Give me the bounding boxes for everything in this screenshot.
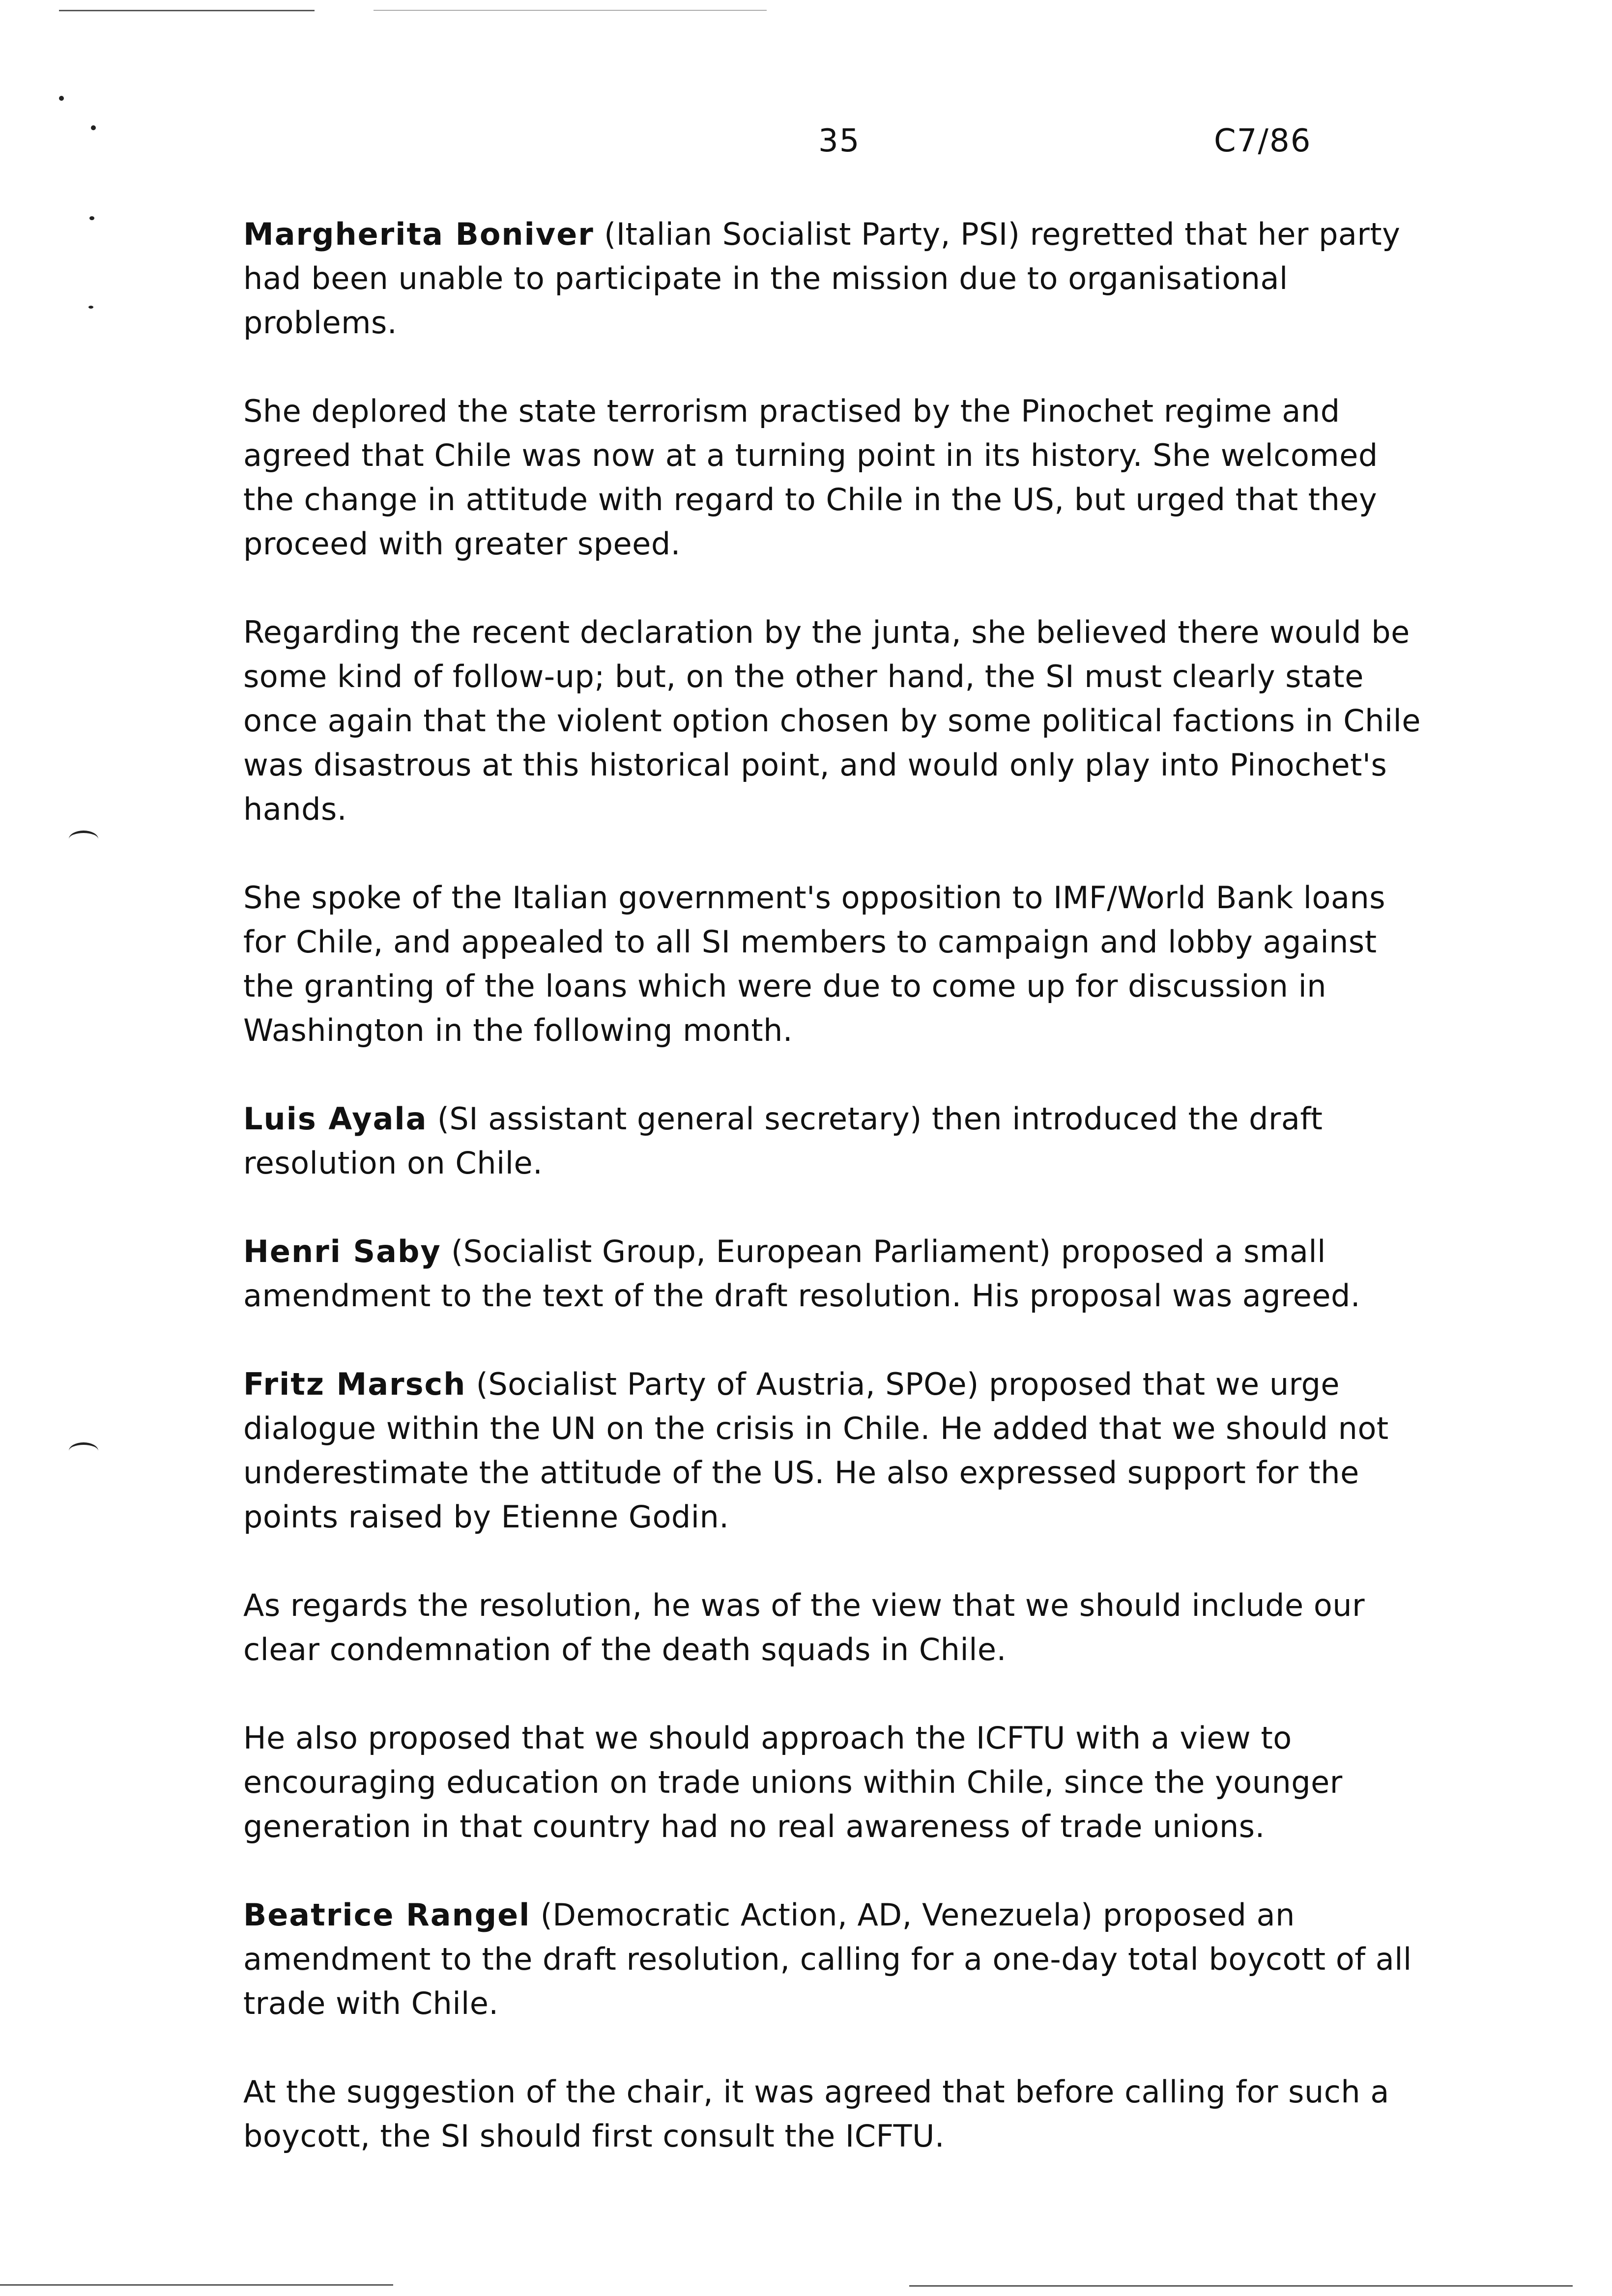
speaker-name: Luis Ayala [243, 1101, 428, 1137]
speaker-name: Beatrice Rangel [243, 1897, 531, 1933]
paragraph-text: At the suggestion of the chair, it was agreed that before calling for such a boycott, the SI should first consult the ICFTU. [243, 2074, 1389, 2154]
paragraph-text: (Socialist Party of Austria, SPOe) proposed that we urge dialogue within the UN on the crisis in Chile. He added that we should not underestimate the attitude of the US. He also expressed support for the points raised by Etienne Godin. [243, 1366, 1389, 1535]
margin-dot [59, 96, 64, 101]
paragraph-saby [243, 1230, 1433, 1318]
paragraph [243, 1716, 1433, 1849]
paragraph-text: Regarding the recent declaration by the junta, she believed there would be some kind of follow-up; but, on the other hand, the SI must clearly state once again that the violent option chosen by some political factions in Chile was disastrous at this historical point, and would only play into Pinochet's hands. [243, 614, 1421, 827]
paragraph-text: (Italian Socialist Party, PSI) regretted that her party had been unable to participate in the mission due to organisational problems. [243, 216, 1401, 341]
paragraph-text: He also proposed that we should approach the ICFTU with a view to encouraging education on trade unions within Chile, since the younger generation in that country had no real awareness of trade unions. [243, 1720, 1343, 1844]
speaker-name: Fritz Marsch [243, 1366, 466, 1402]
margin-dot [89, 216, 94, 220]
bottom-scan-edge [0, 2284, 393, 2286]
document-body [243, 212, 1433, 2203]
paragraph-text: She spoke of the Italian government's opposition to IMF/World Bank loans for Chile, and appealed to all SI members to campaign and lobby against the granting of the loans which were due to come up for discussion in Washington in the following month. [243, 880, 1386, 1048]
paragraph-text: (Socialist Group, European Parliament) proposed a small amendment to the text of the draft resolution. His proposal was agreed. [243, 1234, 1361, 1314]
top-scan-edge-faint [374, 10, 767, 11]
paragraph-marsch [243, 1362, 1433, 1539]
page-number: 35 [818, 123, 861, 159]
paragraph-boniver-intro [243, 212, 1433, 345]
paragraph-text: (SI assistant general secretary) then introduced the draft resolution on Chile. [243, 1101, 1323, 1181]
paragraph-ayala [243, 1097, 1433, 1185]
paragraph-text: (Democratic Action, AD, Venezuela) proposed an amendment to the draft resolution, calling for a one-day total boycott of all trade with Chile. [243, 1897, 1412, 2021]
paragraph [243, 389, 1433, 566]
paragraph [243, 610, 1433, 832]
paragraph-rangel [243, 1893, 1433, 2026]
margin-arc-mark [69, 831, 98, 848]
margin-dot [91, 125, 96, 130]
margin-dot [88, 306, 93, 309]
speaker-name: Henri Saby [243, 1234, 441, 1269]
margin-arc-mark [69, 1442, 98, 1460]
paragraph-text: As regards the resolution, he was of the view that we should include our clear condemnation of the death squads in Chile. [243, 1587, 1365, 1667]
document-reference: C7/86 [1214, 123, 1312, 159]
top-scan-edge [59, 10, 315, 11]
paragraph [243, 2070, 1433, 2158]
paragraph [243, 876, 1433, 1053]
speaker-name: Margherita Boniver [243, 216, 594, 252]
paragraph-text: She deplored the state terrorism practised by the Pinochet regime and agreed that Chile was now at a turning point in its history. She welcomed the change in attitude with regard to Chile in the US, but urged that they proceed with greater speed. [243, 393, 1378, 562]
bottom-scan-edge-right [909, 2285, 1573, 2287]
paragraph [243, 1583, 1433, 1672]
